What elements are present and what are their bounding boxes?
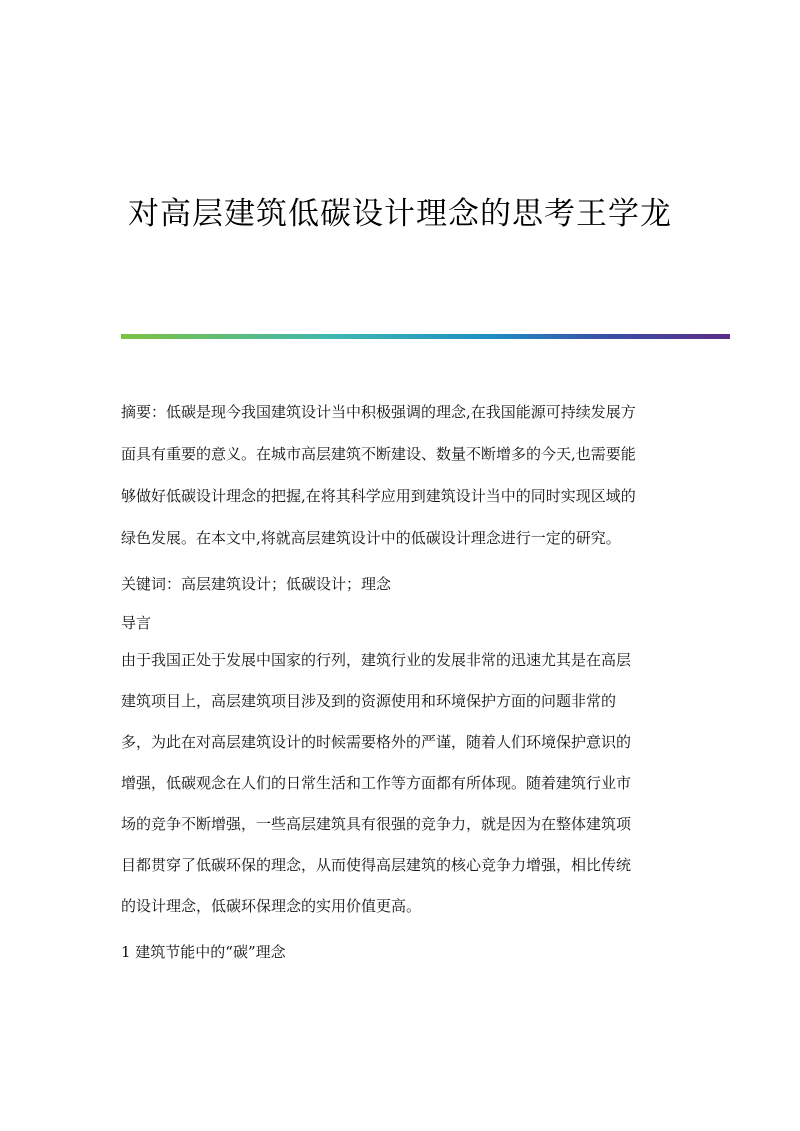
document-title: 对高层建筑低碳设计理念的思考王学龙 (128, 196, 672, 232)
intro-line: 增强，低碳观念在人们的日常生活和工作等方面都有所体现。随着建筑行业市 (121, 774, 632, 792)
intro-line: 由于我国正处于发展中国家的行列，建筑行业的发展非常的迅速尤其是在高层 (121, 651, 632, 669)
intro-line: 的设计理念，低碳环保理念的实用价值更高。 (121, 897, 422, 915)
abstract-line: 摘要：低碳是现今我国建筑设计当中积极强调的理念,在我国能源可持续发展方 (121, 403, 636, 421)
document-body (121, 402, 686, 963)
intro-paragraph (121, 640, 686, 927)
abstract-line: 绿色发展。在本文中,将就高层建筑设计中的低碳设计理念进行一定的研究。 (121, 529, 621, 547)
abstract-paragraph (121, 391, 686, 559)
keywords: 关键词：高层建筑设计；低碳设计；理念 (121, 575, 392, 593)
abstract-line: 面具有重要的意义。在城市高层建筑不断建设、数量不断增多的今天,也需要能 (121, 445, 636, 463)
section-heading: 1 建筑节能中的“碳”理念 (121, 943, 286, 961)
intro-line: 多，为此在对高层建筑设计的时候需要格外的严谨，随着人们环境保护意识的 (121, 733, 632, 751)
intro-line: 场的竞争不断增强，一些高层建筑具有很强的竞争力，就是因为在整体建筑项 (121, 815, 632, 833)
intro-line: 目都贯穿了低碳环保的理念，从而使得高层建筑的核心竞争力增强，相比传统 (121, 856, 632, 874)
gradient-divider (121, 334, 730, 339)
intro-line: 建筑项目上，高层建筑项目涉及到的资源使用和环境保护方面的问题非常的 (121, 692, 617, 710)
intro-heading: 导言 (121, 614, 152, 632)
abstract-line: 够做好低碳设计理念的把握,在将其科学应用到建筑设计当中的同时实现区域的 (121, 487, 636, 505)
